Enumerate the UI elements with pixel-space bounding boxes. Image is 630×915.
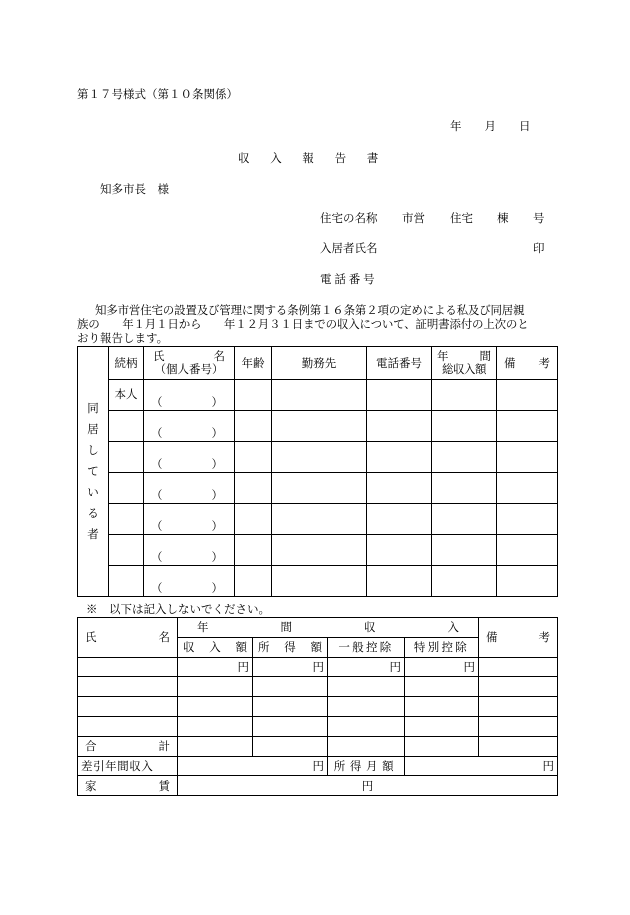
earned-cell[interactable] [253,697,328,717]
calc-header-annual-income: 年 間 収 入 [178,618,479,638]
total-special-cell[interactable] [405,736,479,756]
resident-name-label: 入居者氏名 [320,241,378,255]
special-cell[interactable] [405,697,479,717]
age-cell[interactable] [235,380,272,411]
phone-cell[interactable] [367,380,432,411]
workplace-cell[interactable] [272,504,367,535]
household-row [78,380,558,411]
residence-label: 住宅の名称 [320,211,378,225]
household-row [78,411,558,442]
calc-header-remarks: 備 考 [479,618,558,658]
calc-name-cell[interactable] [78,697,178,717]
age-cell[interactable] [235,504,272,535]
income-cell[interactable] [432,411,497,442]
calc-name-cell[interactable] [78,716,178,736]
phone-cell[interactable] [367,442,432,473]
relation-cell[interactable] [109,566,144,597]
workplace-cell[interactable] [272,380,367,411]
household-row [78,473,558,504]
household-row [78,535,558,566]
remarks-cell[interactable] [497,473,558,504]
name-cell[interactable]: （ ） [144,380,235,411]
monthly-income-label: 所得月額 [328,756,405,776]
form-number: 第１７号様式（第１０条関係） [77,87,238,101]
remarks-cell[interactable] [497,535,558,566]
relation-cell[interactable] [109,473,144,504]
header-remarks: 備 考 [497,347,558,380]
remarks-cell[interactable] [497,566,558,597]
total-earned-cell[interactable] [253,736,328,756]
income-cell[interactable] [432,535,497,566]
monthly-income-value[interactable]: 円 [405,756,558,776]
residence-city: 市営 [402,211,425,225]
header-annual-income: 年 間 総収入額 [432,347,497,380]
remarks-cell[interactable] [497,380,558,411]
body-line-3: おり報告します。 [77,331,169,345]
remarks-cell[interactable] [497,411,558,442]
household-row [78,442,558,473]
household-side-label: 同 居 し て い る 者 [78,347,109,597]
calc-header-general-deduction: 一般控除 [328,637,405,657]
income-cell[interactable] [432,442,497,473]
age-cell[interactable] [235,473,272,504]
income-cell[interactable] [178,716,253,736]
header-age: 年齢 [235,347,272,380]
workplace-cell[interactable] [272,473,367,504]
calc-header-special-deduction: 特別控除 [405,637,479,657]
header-workplace: 勤務先 [272,347,367,380]
calculation-table [77,617,558,796]
income-cell[interactable] [178,677,253,697]
name-cell[interactable]: （ ） [144,535,235,566]
household-row [78,504,558,535]
calc-name-cell[interactable] [78,677,178,697]
income-cell[interactable] [432,504,497,535]
calc-remarks-cell[interactable] [479,657,558,677]
phone-cell[interactable] [367,566,432,597]
calc-name-cell[interactable] [78,657,178,677]
calc-header-income-amount: 収 入 額 [178,637,253,657]
relation-cell[interactable] [109,504,144,535]
phone-label: 電話番号 [320,272,378,286]
relation-cell[interactable]: 本人 [109,380,144,411]
workplace-cell[interactable] [272,535,367,566]
special-yen-cell[interactable]: 円 [405,657,479,677]
residence-number: 号 [533,211,545,225]
general-cell[interactable] [328,697,405,717]
earned-yen-cell[interactable]: 円 [253,657,328,677]
phone-cell[interactable] [367,411,432,442]
note-text: ※ 以下は記入しないでください。 [86,602,270,616]
workplace-cell[interactable] [272,566,367,597]
age-cell[interactable] [235,535,272,566]
workplace-cell[interactable] [272,442,367,473]
residence-building: 棟 [497,211,509,225]
phone-cell[interactable] [367,473,432,504]
phone-cell[interactable] [367,504,432,535]
calc-remarks-cell[interactable] [479,716,558,736]
total-income-cell[interactable] [178,736,253,756]
calc-header-name: 氏 名 [78,618,178,658]
calc-row [78,657,558,677]
name-cell[interactable]: （ ） [144,411,235,442]
relation-cell[interactable] [109,535,144,566]
age-cell[interactable] [235,411,272,442]
rent-label: 家 賃 [78,776,178,796]
general-yen-cell[interactable]: 円 [328,657,405,677]
workplace-cell[interactable] [272,411,367,442]
age-cell[interactable] [235,442,272,473]
total-general-cell[interactable] [328,736,405,756]
name-cell[interactable]: （ ） [144,504,235,535]
name-cell[interactable]: （ ） [144,442,235,473]
addressee: 知多市長 様 [100,182,169,196]
calc-remarks-cell[interactable] [479,697,558,717]
body-line-1: 知多市営住宅の設置及び管理に関する条例第１６条第２項の定めによる私及び同居親 [95,303,525,317]
page-title: 収入報告書 [238,151,399,165]
name-cell[interactable]: （ ） [144,566,235,597]
calc-row [78,716,558,736]
calc-net-row [78,756,558,776]
income-cell[interactable] [432,566,497,597]
remarks-cell[interactable] [497,504,558,535]
calc-rent-row [78,776,558,796]
calc-remarks-cell[interactable] [479,677,558,697]
earned-cell[interactable] [253,677,328,697]
calc-header-earned-amount: 所 得 額 [253,637,328,657]
special-cell[interactable] [405,716,479,736]
body-line-2: 族の 年１月１日から 年１２月３１日までの収入について、証明書添付の上次のと [77,317,529,331]
household-table [77,346,558,597]
general-cell[interactable] [328,677,405,697]
phone-cell[interactable] [367,535,432,566]
net-annual-income-label: 差引年間収入 [78,756,178,776]
total-remarks-cell[interactable] [479,736,558,756]
calc-row [78,677,558,697]
relation-cell[interactable] [109,442,144,473]
calc-total-row [78,736,558,756]
residence-house: 住宅 [450,211,473,225]
rent-value[interactable]: 円 [178,776,558,796]
earned-cell[interactable] [253,716,328,736]
header-relation: 続柄 [109,347,144,380]
general-cell[interactable] [328,716,405,736]
relation-cell[interactable] [109,411,144,442]
header-phone: 電話番号 [367,347,432,380]
income-cell[interactable] [432,473,497,504]
household-row [78,566,558,597]
remarks-cell[interactable] [497,442,558,473]
special-cell[interactable] [405,677,479,697]
header-name: 氏 名 （個人番号） [144,347,235,380]
income-yen-cell[interactable]: 円 [178,657,253,677]
age-cell[interactable] [235,566,272,597]
name-cell[interactable]: （ ） [144,473,235,504]
income-cell[interactable] [432,380,497,411]
total-label: 合 計 [78,736,178,756]
seal-mark: 印 [533,241,545,255]
net-annual-income-value[interactable]: 円 [178,756,328,776]
income-cell[interactable] [178,697,253,717]
calc-row [78,697,558,717]
date-label: 年 月 日 [450,119,531,133]
